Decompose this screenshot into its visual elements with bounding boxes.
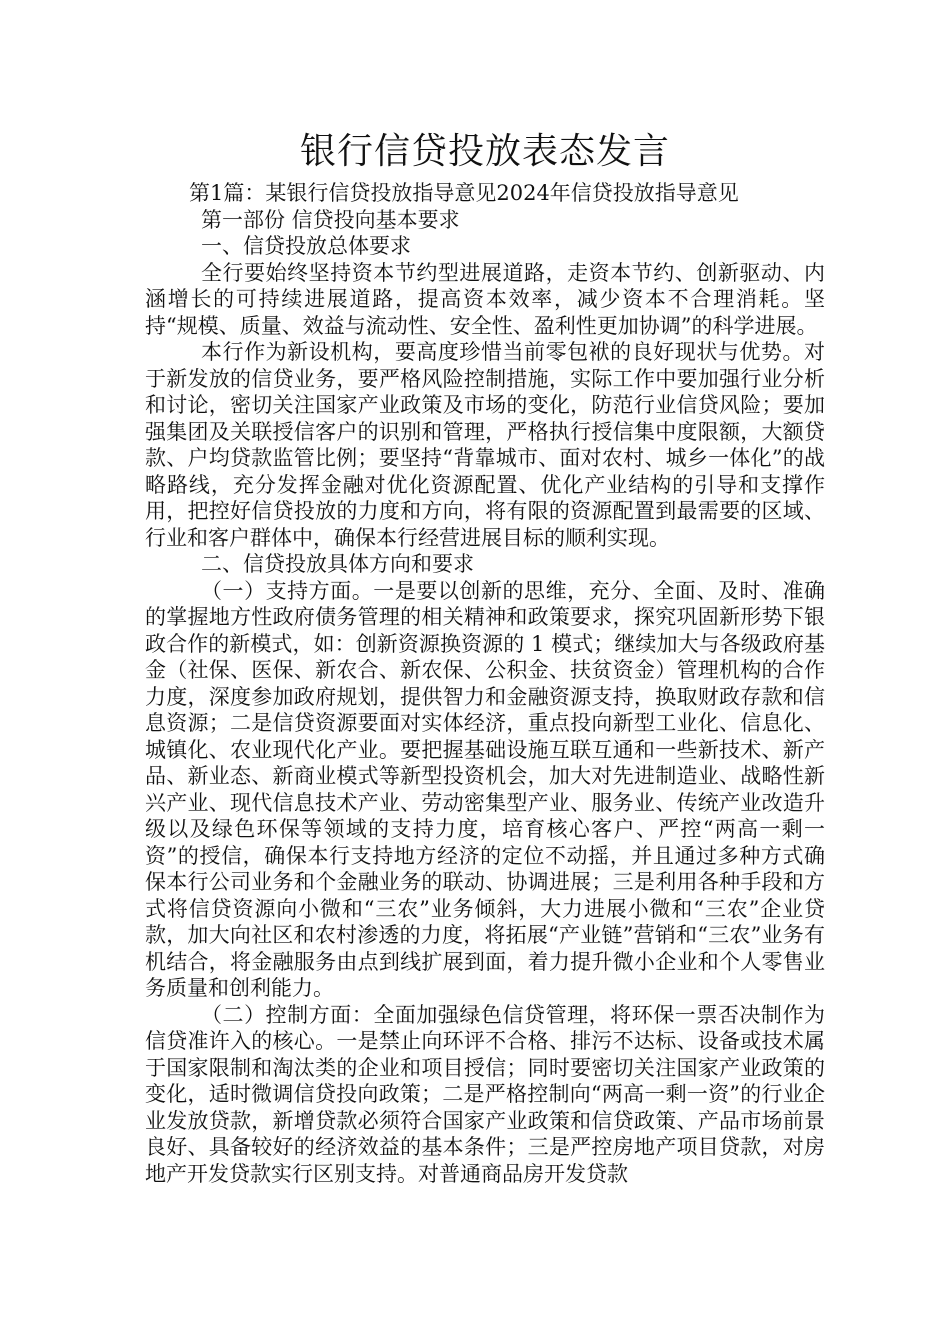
- document-page: [145, 128, 825, 1187]
- paragraph-1: 全行要始终坚持资本节约型进展道路，走资本节约、创新驱动、内涵增长的可持续进展道路，提高资本效率，减少资本不合理消耗。坚持“规模、质量、效益与流动性、安全性、盈利性更加协调”的科学进展。: [145, 260, 825, 338]
- paragraph-4: （二）控制方面：全面加强绿色信贷管理，将环保一票否决制作为信贷准许入的核心。一是禁止向环评不合格、排污不达标、设备或技术属于国家限制和淘汰类的企业和项目授信；同时要密切关注国家产业政策的变化，适时微调信贷投向政策；二是严格控制向“两高一剩一资”的行业企业发放贷款，新增贷款必须符合国家产业政策和信贷政策、产品市场前景良好、具备较好的经济效益的基本条件；三是严控房地产项目贷款，对房地产开发贷款实行区别支持。对普通商品房开发贷款: [145, 1002, 825, 1186]
- section-heading-2: 二、信贷投放具体方向和要求: [201, 552, 474, 576]
- document-subtitle: 第1篇：某银行信贷投放指导意见2024年信贷投放指导意见: [189, 181, 739, 205]
- paragraph-2: 本行作为新设机构，要高度珍惜当前零包袱的良好现状与优势。对于新发放的信贷业务，要严格风险控制措施，实际工作中要加强行业分析和讨论，密切关注国家产业政策及市场的变化，防范行业信贷风险；要加强集团及关联授信客户的识别和管理，严格执行授信集中度限额，大额贷款、户均贷款监管比例；要坚持“背靠城市、面对农村、城乡一体化”的战略路线，充分发挥金融对优化资源配置、优化产业结构的引导和支撑作用，把控好信贷投放的力度和方向，将有限的资源配置到最需要的区域、行业和客户群体中，确保本行经营进展目标的顺利实现。: [145, 340, 825, 550]
- paragraph-3: （一）支持方面。一是要以创新的思维，充分、全面、及时、准确的掌握地方性政府债务管理的相关精神和政策要求，探究巩固新形势下银政合作的新模式，如：创新资源换资源的 1 模式；继续加大与各级政府基金（社保、医保、新农合、新农保、公积金、扶贫资金）管理机构的合作力度，深度参加政府规划，提供智力和金融资源支持，换取财政存款和信息资源；二是信贷资源要面对实体经济，重点投向新型工业化、信息化、城镇化、农业现代化产业。要把握基础设施互联互通和一些新技术、新产品、新业态、新商业模式等新型投资机会，加大对先进制造业、战略性新兴产业、现代信息技术产业、劳动密集型产业、服务业、传统产业改造升级以及绿色环保等领域的支持力度，培育核心客户、严控“两高一剩一资”的授信，确保本行支持地方经济的定位不动摇，并且通过多种方式确保本行公司业务和个金融业务的联动、协调进展；三是利用各种手段和方式将信贷资源向小微和“三农”业务倾斜，大力进展小微和“三农”企业贷款，加大向社区和农村渗透的力度，将拓展“产业链”营销和“三农”业务有机结合，将金融服务由点到线扩展到面，着力提升微小企业和个人零售业务质量和创利能力。: [145, 578, 825, 1000]
- part-heading: 第一部份 信贷投向基本要求: [201, 207, 460, 232]
- section-heading-1: 一、信贷投放总体要求: [201, 234, 411, 258]
- document-title: 银行信贷投放表态发言: [299, 131, 670, 172]
